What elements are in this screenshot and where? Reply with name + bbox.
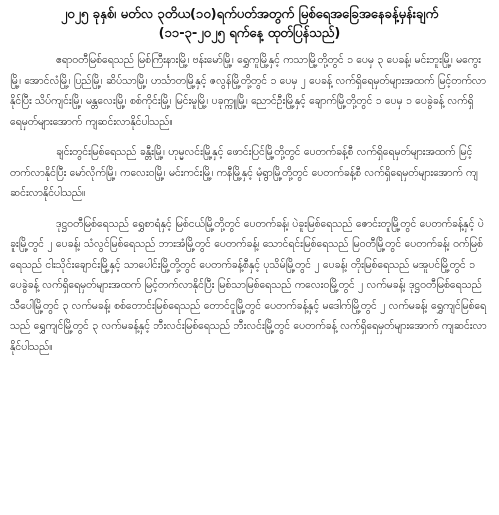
document-title: ၂၀၂၅ ခုနှစ်၊ မတ်လ ၃တိယ(၁၀)ရက်ပတ်အတွက် မြစ်ရေအခြေအနေခန့်မှန်းချက် — [60, 7, 439, 22]
paragraph-chindwin: ချင်းတွင်းမြစ်ရေသည် ခန္တီးမြို့၊ ဟုမ္မလင်းမြို့နှင့် ဖောင်းပြင်မြို့တို့တွင် ပေတက်ခန့်စီ လက်ရှိရေမှတ်များအထက် မြင့်တက်လာနိုင်ပြီး မော်လိုက်မြို့၊ ကလေးဝမြို့၊ မင်းကင်းမြို့၊ ကနီမြို့နှင့် မုံရွာမြို့တို့တွင် ပေတက်ခန့်စီ လက်ရှိရေမှတ်များအောက် ကျဆင်းလာနိုင်ပါသည်။ — [10, 146, 478, 199]
paragraph-ayeyarwady: ဧရာဝတီမြစ်ရေသည် မြစ်ကြီးနားမြို့၊ ဗန်းမော်မြို့၊ ရွှေကူမြို့နှင့် ကသာမြို့တို့တွင် ၁ ပေမှ ၃ ပေခန့်၊ မင်းဘူးမြို့၊ မကွေးမြို့၊ အောင်လံမြို့၊ ပြည်မြို့၊ ဆိပ်သာမြို့၊ ဟင်္သာတမြို့နှင့် ဇလွန်မြို့တို့တွင် ၁ ပေမှ ၂ ပေခန့် လက်ရှိရေမှတ်များအထက် မြင့်တက်လာနိုင်ပြီး သိပ်ကျင်းမြို့၊ မန္တလေးမြို့၊ စစ်ကိုင်းမြို့၊ မြင်းမူမြို့၊ ပခုက္ကူမြို့၊ ညောင်ဦးမြို့နှင့် ချောက်မြို့တို့တွင် ၁ ပေမှ ၁ ပေခွဲခန့် လက်ရှိရေမှတ်များအောက် ကျဆင်းလာနိုင်ပါသည်။ — [10, 54, 486, 128]
document-subtitle: (၁၁-၃-၂၀၂၅ ရက်နေ့ ထုတ်ပြန်သည်) — [158, 26, 341, 41]
paragraph-other-rivers: ဒုဋ္ဌဝတီမြစ်ရေသည် ရွှေစာရံနှင့် မြစ်ငယ်မြို့တို့တွင် ပေတက်ခန့်၊ ပဲခူးမြစ်ရေသည် ဇောင်းတူမြို့တွင် ပေတက်ခန့်နှင့် ပဲခူးမြို့တွင် ၂ ပေခန့်၊ သံလွင်မြစ်ရေသည် ဘားအံမြို့တွင် ပေတက်ခန့်၊ သောင်ရင်းမြစ်ရေသည် မြဝတီမြို့တွင် ပေတက်ခန့်၊ ဝက်မြစ်ရေသည် ငါးသိုင်းချောင်းမြို့နှင့် သာပေါင်းမြို့တို့တွင် ပေတက်ခန့်စီနှင့် ပုသိမ်မြို့တွင် ၂ ပေခန့်၊ တိုးမြစ်ရေသည် မအူပင်မြို့တွင် ၁ ပေခွဲခန့် လက်ရှိရေမှတ်များအထက် မြင့်တက်လာနိုင်ပြီး မြစ်သာမြစ်ရေသည် ကလေးဝမြို့တွင် ၂ လက်မခန့်၊ ဒုဋ္ဌဝတီမြစ်ရေသည် သီပေါမြို့တွင် ၃ လက်မခန့်၊ စစ်တောင်းမြစ်ရေသည် တောင်ငူမြို့တွင် ပေတက်ခန့်နှင့် မဒေါက်မြို့တွင် ၂ လက်မခန့်၊ ရွှေကျင်မြစ်ရေသည် ရွှေကျင်မြို့တွင် ၃ လက်မခန့်နှင့် ဘီးလင်းမြစ်ရေသည် ဘီးလင်းမြို့တွင် ပေတက်ခန့် လက်ရှိရေမှတ်များအောက် ကျဆင်းလာနိုင်ပါသည်။ — [10, 217, 487, 353]
